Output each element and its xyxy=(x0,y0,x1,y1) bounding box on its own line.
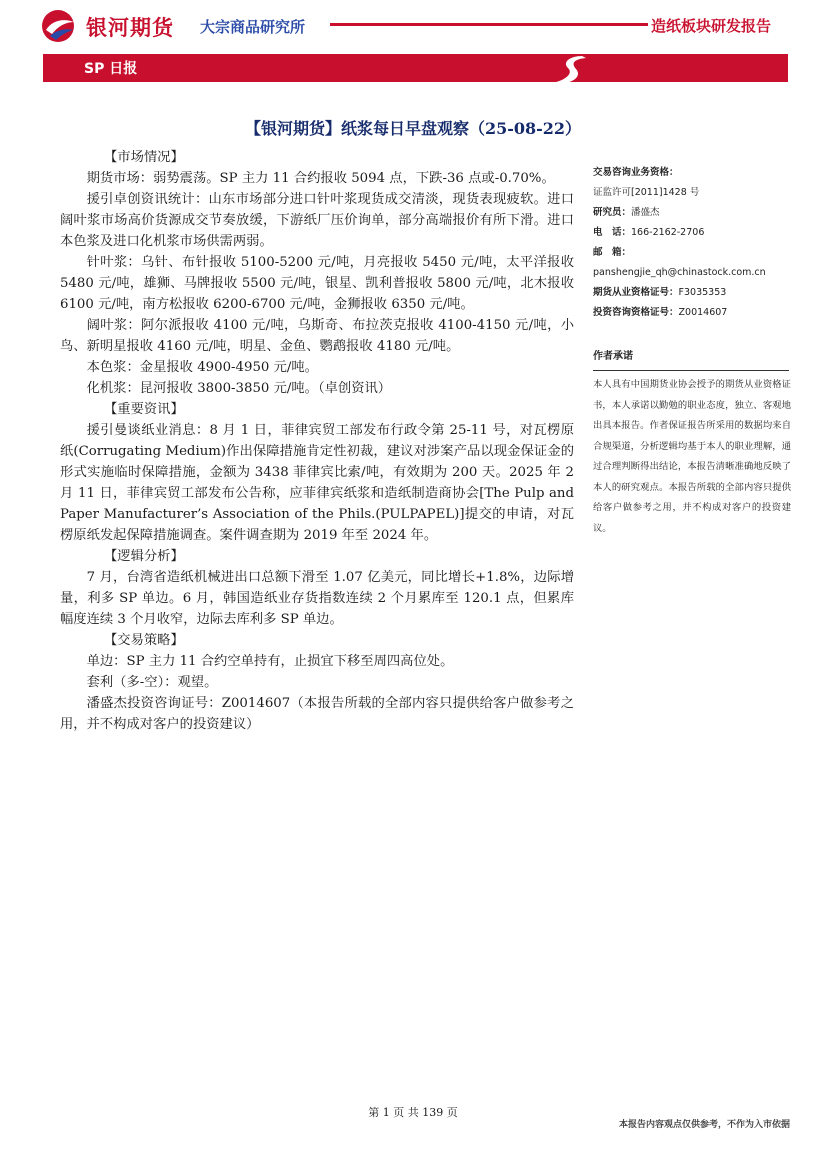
analyst-sidebar xyxy=(593,163,791,539)
section-heading-market: 【市场情况】 xyxy=(104,150,184,165)
logo-text: 银河期货 xyxy=(86,16,174,40)
document-title: 【银河期货】纸浆每日早盘观察（25-08-22） xyxy=(244,119,582,138)
email-address[interactable]: panshengjie_qh@chinastock.com.cn xyxy=(593,267,766,278)
researcher-name: 潘盛杰 xyxy=(631,207,660,218)
paragraph: 7 月，台湾省造纸机械进出口总额下滑至 1.07 亿美元，同比增长+1.8%，边际增量，利多 SP 单边。6 月，韩国造纸业存货指数连续 2 个月累库至 120.1 点，但累库幅度连续 3 个月收窄，边际去库利多 SP 单边。 xyxy=(60,570,574,627)
paragraph: 期货市场：弱势震荡。SP 主力 11 合约报收 5094 点，下跌-36 点或-0.70%。 xyxy=(86,171,555,186)
license-number: 证监许可[2011]1428 号 xyxy=(593,187,700,198)
main-content xyxy=(60,147,574,735)
header-banner xyxy=(43,54,788,82)
pledge-text: 本人具有中国期货业协会授予的期货从业资格证书，本人承诺以勤勉的职业态度，独立、客观地出具本报告。作者保证报告所采用的数据均来自合规渠道，分析逻辑均基于本人的职业理解，通过合理判断得出结论，本报告清晰准确地反映了本人的研究观点。本报告所载的全部内容只提供给客户做参考之用，并不构成对客户的投资建议。 xyxy=(593,379,791,534)
paragraph: 援引曼谈纸业消息：8 月 1 日，菲律宾贸工部发布行政令第 25-11 号，对瓦楞原纸(Corrugating Medium)作出保障措施肯定性初裁，建议对涉案产品以现金保证金的形式实施临时保障措施，金额为 3438 菲律宾比索/吨，有效期为 200 天。2025 年 2 月 11 日，菲律宾贸工部发布公告称，应菲律宾纸浆和造纸制造商协会[The Pulp and Paper Manufacturer’s Association of the Phils.(PULPAPEL)]提交的申请，对瓦楞原纸发起保障措施调查。案件调查期为 2019 年至 2024 年。 xyxy=(60,423,574,543)
banner-title: SP 日报 xyxy=(84,61,138,77)
pledge-title: 作者承诺 xyxy=(593,351,633,362)
researcher-label: 研究员： xyxy=(593,207,632,218)
paragraph: 化机浆：昆河报收 3800-3850 元/吨。（卓创资讯） xyxy=(86,381,392,396)
futures-cert-number: F3035353 xyxy=(678,287,727,298)
invest-cert-label: 投资咨询资格证号： xyxy=(593,307,679,318)
consult-label: 交易咨询业务资格： xyxy=(593,167,679,178)
page-number: 第 1 页 共 139 页 xyxy=(368,1106,458,1119)
paragraph: 援引卓创资讯统计：山东市场部分进口针叶浆现货成交清淡，现货表现疲软。进口阔叶浆市场高价货源成交节奏放缓，下游纸厂压价询单，部分高端报价有所下滑。进口本色浆及进口化机浆市场供需两弱。 xyxy=(60,192,574,249)
section-heading-news: 【重要资讯】 xyxy=(104,402,184,417)
report-type: 造纸板块研发报告 xyxy=(651,17,772,35)
paragraph: 本色浆：金星报收 4900-4950 元/吨。 xyxy=(86,360,318,375)
paragraph: 阔叶浆：阿尔派报收 4100 元/吨，乌斯奇、布拉茨克报收 4100-4150 元/吨，小鸟、新明星报收 4160 元/吨，明星、金鱼、鹦鹉报收 4180 元/吨。 xyxy=(60,318,574,354)
pledge-divider xyxy=(593,370,789,371)
email-label: 邮 箱： xyxy=(593,247,632,258)
futures-cert-label: 期货从业资格证号： xyxy=(593,287,679,298)
paragraph: 针叶浆：乌针、布针报收 5100-5200 元/吨，月亮报收 5450 元/吨，太平洋报收 5480 元/吨，雄狮、马牌报收 5500 元/吨，银星、凯利普报收 5800 元/吨，北木报收 6100 元/吨，南方松报收 6200-6700 元/吨，金狮报收 6350 元/吨。 xyxy=(60,255,574,312)
section-heading-logic: 【逻辑分析】 xyxy=(104,549,184,564)
header-rule xyxy=(330,23,648,26)
swoosh-icon xyxy=(552,52,592,86)
paragraph: 套利（多-空）：观望。 xyxy=(86,675,218,690)
galaxy-logo-icon xyxy=(40,8,80,44)
invest-cert-number: Z0014607 xyxy=(678,307,728,318)
footer-disclaimer: 本报告内容观点仅供参考，不作为入市依据 xyxy=(618,1120,790,1130)
phone-number: 166-2162-2706 xyxy=(631,227,705,238)
institute-name: 大宗商品研究所 xyxy=(200,18,306,36)
section-heading-strategy: 【交易策略】 xyxy=(104,633,184,648)
phone-label: 电 话： xyxy=(593,227,632,238)
paragraph: 潘盛杰投资咨询证号：Z0014607（本报告所载的全部内容只提供给客户做参考之用，并不构成对客户的投资建议） xyxy=(60,696,574,732)
paragraph: 单边：SP 主力 11 合约空单持有，止损宜下移至周四高位处。 xyxy=(86,654,454,669)
